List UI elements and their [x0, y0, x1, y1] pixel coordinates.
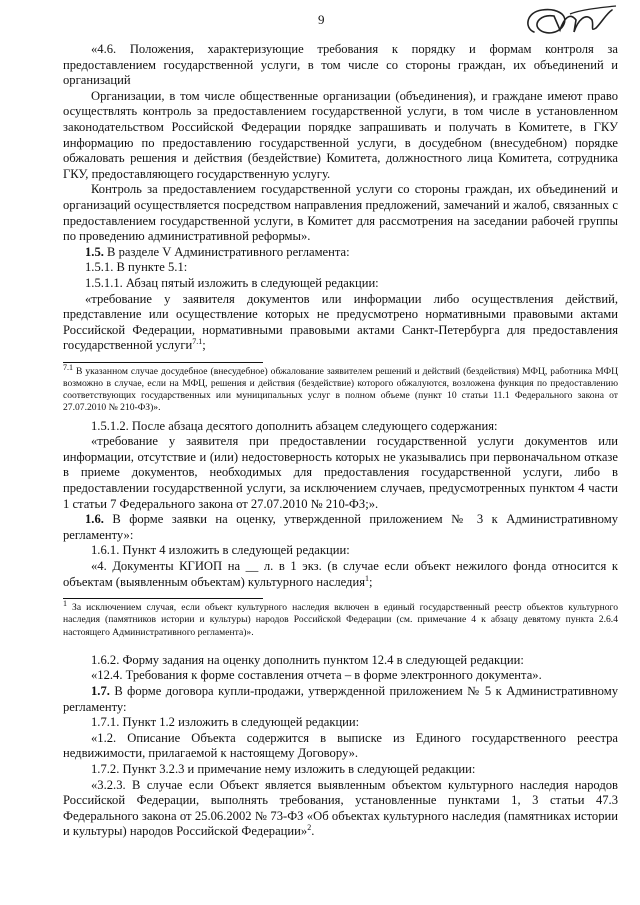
item-1-5-1-1: 1.5.1.1. Абзац пятый изложить в следующей редакции: — [85, 275, 379, 290]
item-1-6: 1.6. В форме заявки на оценку, утвержденной приложением № 3 к Административному регламенту»: — [63, 512, 618, 542]
item-1-6-2: 1.6.2. Форму задания на оценку дополнить пунктом 12.4 в следующей редакции: — [91, 652, 524, 667]
item-1-7-2: 1.7.2. Пункт 3.2.3 и примечание нему изложить в следующей редакции: — [91, 761, 476, 776]
footnote-separator — [63, 598, 263, 599]
quoted-paragraph: «12.4. Требования к форме составления отчета – в форме электронного документа». — [91, 668, 542, 683]
item-1-7-1: 1.7.1. Пункт 1.2 изложить в следующей редакции: — [91, 715, 360, 730]
quoted-paragraph: «1.2. Описание Объекта содержится в выписке из Единого государственного реестра недвижимости, прилагаемой к настоящему Договору». — [63, 730, 618, 761]
page-number: 9 — [318, 12, 325, 27]
footnote-7-1: $^{7.1}$ В указанном случае досудебное (внесудебное) обжалование заявителем решений и действий (бездействия) МФЦ, работника МФЦ возможно в случае, если на МФЦ, решения и действия (бездействие) которого обжалуются, возложена функция по предоставлению соответствующих государственных или муниципальных услуг в полном объеме (пункт 10 статьи 11.1 Федерального закона от 27.07.2010 № 210-ФЗ)». — [63, 362, 618, 414]
paragraph: Контроль за предоставлением государственной услуги со стороны граждан, их объединений и организаций осуществляется посредством направления предложений, замечаний и жалоб, связанных с предоставлением государственной услуги, в Комитет для рассмотрения на заседании рабочей группы по проведению административной реформы». — [63, 182, 618, 244]
footnote-ref: 1 — [364, 573, 369, 583]
signature-image — [520, 2, 620, 42]
quoted-paragraph: «требование у заявителя документов или информации либо осуществления действий, представление или осуществление которых не предусмотрено нормативными правовыми актами Российской Федерации, нормативными правовыми актами Санкт-Петербурга для предоставления государственной услуги$^{7.1}$; — [63, 291, 618, 353]
item-1-5-1-2: 1.5.1.2. После абзаца десятого дополнить абзацем следующего содержания: — [91, 418, 498, 433]
item-number: 1.6. — [85, 512, 104, 527]
item-number: 1.5. — [85, 244, 104, 259]
quoted-paragraph: «требование у заявителя при предоставлении государственной услуги документов или информации, отсутствие и (или) недостоверность которых не указывались при первоначальном отказе в приеме документов, необходимых для предоставления государственной услуги, либо в предоставлении государственной услуги, за исключением случаев, предусмотренных пунктом 4 части 1 статьи 7 Федерального закона от 27.07.2010 № 210-ФЗ;». — [63, 434, 618, 511]
item-1-6-1: 1.6.1. Пункт 4 изложить в следующей редакции: — [91, 543, 350, 558]
item-number: 1.7. — [91, 684, 110, 699]
footnote-separator — [63, 362, 263, 363]
paragraph: Организации, в том числе общественные организации (объединения), и граждане имеют право осуществлять контроль за предоставлением государственной услуги, в том числе в установленном законодательством Российской Федерации порядке запрашивать и получать в Комитете, в ГКУ информацию по предоставлению государственной услуги, в досудебном (внесудебном) порядке обжаловать решения и действия (бездействие) Комитета, должностного лица Комитета, сотрудника ГКУ, предоставляющего государственную услугу. — [63, 88, 618, 181]
footnote-ref: 7.1 — [192, 337, 203, 347]
footnote-ref: 2 — [307, 823, 312, 833]
item-1-7: 1.7. В форме договора купли-продажи, утвержденной приложением № 5 к Административному регламенту: — [63, 684, 618, 714]
quoted-paragraph: «4. Документы КГИОП на __ л. в 1 экз. (в случае если объект нежилого фонда относится к объектам (выявленным объектам) культурного наследия$^1$; — [63, 559, 618, 589]
item-1-5-1: 1.5.1. В пункте 5.1: — [85, 260, 188, 275]
footnote-1: $^1$ За исключением случая, если объект культурного наследия включен в единый государственный реестр объектов культурного наследия (памятников истории и культуры) народов Российской Федерации (см. примечание 4 к абзацу девятому пункта 2.6.4 настоящего Административного регламента)». — [63, 599, 618, 638]
section-4-6-heading: «4.6. Положения, характеризующие требования к порядку и формам контроля за предоставлением государственной услуги, в том числе со стороны граждан, их объединений и организаций — [63, 42, 618, 88]
quoted-paragraph: «3.2.3. В случае если Объект является выявленным объектом культурного наследия народов Российской Федерации, выполнять требования, установленные пунктами 1, 3 статьи 47.3 Федерального закона от 25.06.2002 № 73-ФЗ «Об объектах культурного наследия (памятниках истории и культуры) народов Российской Федерации»$^2$. — [63, 777, 618, 839]
item-1-5: 1.5. В разделе V Административного регламента: — [85, 244, 350, 259]
document-body — [63, 42, 618, 840]
